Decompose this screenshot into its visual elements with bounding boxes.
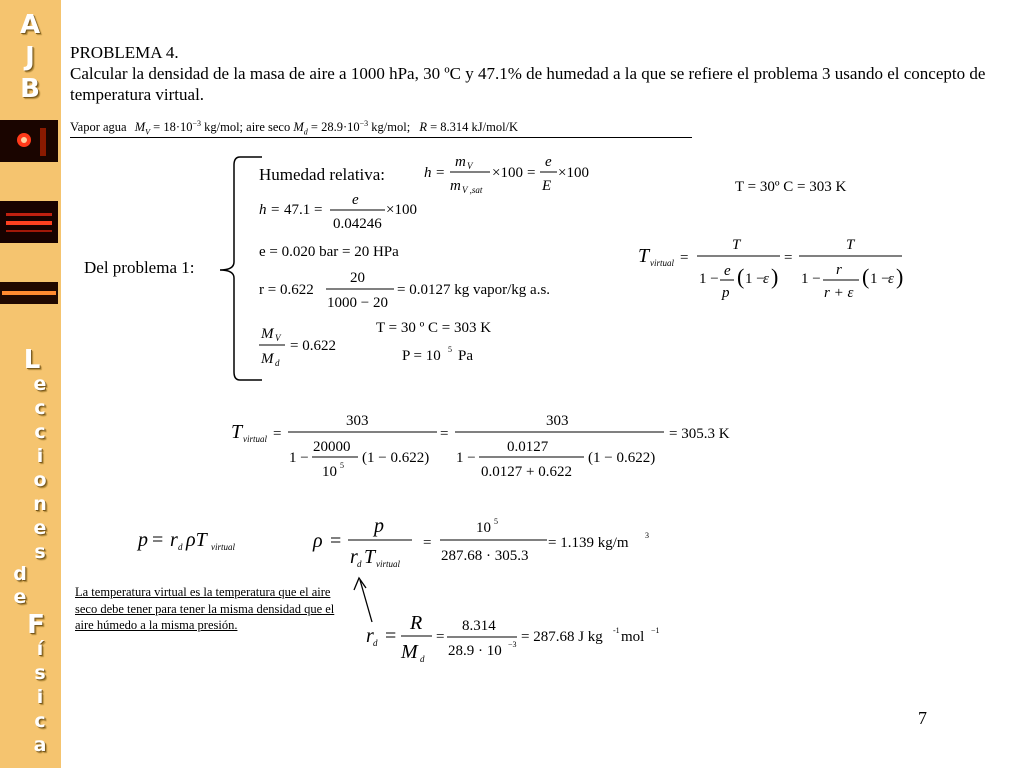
tvirtual-formula xyxy=(638,237,903,301)
svg-text:M: M xyxy=(401,641,418,663)
svg-text:virtual: virtual xyxy=(211,542,235,552)
gas-constant-eq xyxy=(366,612,660,664)
svg-text:d: d xyxy=(357,559,362,569)
svg-text:=: = xyxy=(385,625,397,647)
r-value: 8.314 kJ/mol/K xyxy=(440,120,519,135)
svg-text:8.314: 8.314 xyxy=(462,618,496,634)
svg-text:0.04246: 0.04246 xyxy=(333,216,382,232)
svg-text:=: = xyxy=(423,535,432,551)
problem-statement: Calcular la densidad de la masa de aire a 1000 hPa, 30 ºC y 47.1% de humedad a la que se refiere el problema 3 usando el concepto de temperatura virtual. xyxy=(70,64,986,104)
svg-text:= 1.139 kg/m: = 1.139 kg/m xyxy=(548,535,629,551)
svg-text:d: d xyxy=(178,542,183,552)
svg-text:0.0127 + 0.622: 0.0127 + 0.622 xyxy=(481,464,572,480)
vapor-pressure-eq: e = 0.020 bar = 20 HPa xyxy=(259,244,399,260)
svg-text:V ,sat: V ,sat xyxy=(462,185,483,195)
svg-text:mol: mol xyxy=(621,629,645,645)
sidebar-letter: e xyxy=(13,586,27,608)
svg-text:): ) xyxy=(771,264,779,289)
humidity-definition xyxy=(424,154,589,195)
svg-text:M: M xyxy=(261,351,274,367)
brace xyxy=(220,157,262,380)
svg-text:m: m xyxy=(450,178,461,194)
svg-text:1 −: 1 − xyxy=(699,271,719,287)
svg-text:3: 3 xyxy=(645,531,649,540)
svg-text:5: 5 xyxy=(494,517,498,526)
svg-text:=: = xyxy=(436,629,445,645)
vapor-units: kg/mol; aire seco xyxy=(204,120,291,135)
sidebar-letter: e xyxy=(33,517,47,539)
svg-text:=: = xyxy=(273,426,282,442)
svg-text:=: = xyxy=(680,250,689,266)
svg-text:E: E xyxy=(542,178,552,194)
svg-text:r: r xyxy=(366,625,374,647)
sidebar-letter: J xyxy=(25,42,35,72)
svg-text:r: r xyxy=(836,262,842,278)
svg-text:T: T xyxy=(846,237,855,253)
sidebar-letter: c xyxy=(34,710,46,732)
svg-text:e: e xyxy=(352,192,359,208)
dry-units: kg/mol; xyxy=(371,120,411,135)
svg-text:=: = xyxy=(527,165,536,181)
temperature-right: T = 30º C = 303 K xyxy=(735,179,847,195)
svg-text:-1: -1 xyxy=(613,626,620,635)
svg-text:M: M xyxy=(261,326,274,342)
svg-text:1 −: 1 − xyxy=(289,450,309,466)
svg-text:1000 − 20: 1000 − 20 xyxy=(327,295,388,311)
vapor-mv-exp: −3 xyxy=(192,119,202,128)
svg-text:20: 20 xyxy=(350,270,365,286)
svg-text:303: 303 xyxy=(546,413,569,429)
svg-text:5: 5 xyxy=(340,461,344,470)
svg-text:=: = xyxy=(436,165,445,181)
svg-text:m: m xyxy=(455,154,466,170)
svg-text:1 −: 1 − xyxy=(745,271,765,287)
density-eq xyxy=(312,515,649,569)
svg-text:20000: 20000 xyxy=(313,439,351,455)
svg-text:ε: ε xyxy=(763,271,769,287)
svg-text:×100: ×100 xyxy=(558,165,589,181)
vapor-mv-value: 18·10 xyxy=(163,120,193,135)
svg-text:T: T xyxy=(364,546,376,568)
sidebar-letter: i xyxy=(36,686,44,708)
svg-text:(1 − 0.622): (1 − 0.622) xyxy=(588,450,656,466)
sidebar-letter: i xyxy=(36,445,44,467)
arrow-icon xyxy=(354,578,372,622)
dry-md-value: 28.9·10 xyxy=(321,120,360,135)
svg-text:h: h xyxy=(259,202,267,218)
svg-text:×100: ×100 xyxy=(386,202,417,218)
svg-text:r = 0.622: r = 0.622 xyxy=(259,282,314,298)
dry-md-exp: −3 xyxy=(359,119,369,128)
svg-text:r + ε: r + ε xyxy=(824,285,854,301)
svg-text:T: T xyxy=(638,245,650,267)
tvirtual-numeric xyxy=(231,413,730,480)
svg-text:−1: −1 xyxy=(651,626,660,635)
virtual-temperature-caption: La temperatura virtual es la temperatura que el aire seco debe tener para tener la misma densidad que el aire húmedo a la misma presión. xyxy=(75,585,335,632)
svg-text:303: 303 xyxy=(346,413,369,429)
svg-text:R: R xyxy=(410,612,423,634)
svg-text:ε: ε xyxy=(888,271,894,287)
sidebar-letter: d xyxy=(13,563,27,585)
svg-text:(: ( xyxy=(737,264,745,289)
svg-text:h: h xyxy=(424,165,432,181)
sidebar-letter: F xyxy=(27,610,45,640)
del-problema-label: Del problema 1: xyxy=(84,258,195,277)
pressure-eq xyxy=(402,345,473,364)
svg-text:r: r xyxy=(350,546,358,568)
svg-text:−3: −3 xyxy=(508,640,517,649)
sidebar-letter: a xyxy=(33,734,47,756)
svg-text:= 305.3 K: = 305.3 K xyxy=(669,426,730,442)
svg-text:T: T xyxy=(732,237,741,253)
humedad-relativa-label: Humedad relativa: xyxy=(259,165,386,184)
svg-text:p: p xyxy=(722,285,730,301)
humidity-value xyxy=(259,192,417,232)
svg-text:virtual: virtual xyxy=(650,258,674,268)
svg-text:e: e xyxy=(724,263,731,279)
molar-ratio-eq xyxy=(259,326,336,368)
svg-text:): ) xyxy=(896,264,904,289)
svg-text:=: = xyxy=(314,202,323,218)
svg-text:V: V xyxy=(467,161,473,171)
svg-text:e: e xyxy=(545,154,552,170)
svg-text:ρT: ρT xyxy=(186,529,207,551)
svg-text:=: = xyxy=(440,426,449,442)
svg-text:r: r xyxy=(170,529,178,551)
sidebar-letter: í xyxy=(36,638,44,660)
temperature-eq: T = 30 º C = 303 K xyxy=(376,320,492,336)
svg-text:d: d xyxy=(420,654,425,664)
svg-text:= 287.68 J kg: = 287.68 J kg xyxy=(521,629,603,645)
svg-text:(1 − 0.622): (1 − 0.622) xyxy=(362,450,430,466)
given-constants: Vapor agua $M_V = 18\cdot 10^{-3}$ kg/mol; aire seco $M_d = 28.9\cdot 10^{-3}$ kg/mol; R = 8.314 kJ/mol/K xyxy=(70,119,519,137)
svg-text:(: ( xyxy=(862,264,870,289)
sidebar-letter: s xyxy=(34,662,46,684)
svg-text:= 0.622: = 0.622 xyxy=(290,338,336,354)
svg-text:=: = xyxy=(152,529,164,551)
svg-text:1 −: 1 − xyxy=(456,450,476,466)
sidebar-letter: o xyxy=(33,469,47,491)
vapor-label: Vapor agua xyxy=(70,120,127,135)
svg-text:= 0.0127 kg vapor/kg a.s.: = 0.0127 kg vapor/kg a.s. xyxy=(397,282,551,298)
sidebar-letter: B xyxy=(20,74,40,104)
svg-text:1 −: 1 − xyxy=(801,271,821,287)
svg-text:5: 5 xyxy=(448,345,452,354)
page-number: 7 xyxy=(918,708,927,728)
svg-text:P = 10: P = 10 xyxy=(402,348,441,364)
sidebar-letter: A xyxy=(19,10,41,40)
svg-text:1 −: 1 − xyxy=(870,271,890,287)
svg-text:d: d xyxy=(275,358,280,368)
sidebar-letter: n xyxy=(33,493,47,515)
svg-text:p: p xyxy=(138,529,148,551)
svg-text:d: d xyxy=(373,638,378,648)
problem-title: PROBLEMA 4. xyxy=(70,43,179,62)
svg-text:virtual: virtual xyxy=(243,434,267,444)
sidebar-letter: c xyxy=(34,421,46,443)
svg-text:287.68 · 305.3: 287.68 · 305.3 xyxy=(441,548,529,564)
sidebar-letter: c xyxy=(34,397,46,419)
svg-text:ρ: ρ xyxy=(313,530,323,552)
svg-text:Pa: Pa xyxy=(458,348,473,364)
sidebar-letter: L xyxy=(23,345,41,375)
svg-text:T: T xyxy=(231,421,243,443)
svg-text:47.1: 47.1 xyxy=(284,202,311,218)
sidebar-letter: e xyxy=(33,373,47,395)
mixing-ratio-eq xyxy=(259,270,550,311)
svg-text:×100: ×100 xyxy=(492,165,523,181)
svg-text:0.0127: 0.0127 xyxy=(507,439,549,455)
svg-text:V: V xyxy=(275,333,281,343)
svg-text:10: 10 xyxy=(322,464,337,480)
svg-text:p: p xyxy=(374,515,384,537)
gas-law-eq xyxy=(136,529,235,552)
sidebar-letter: s xyxy=(34,541,46,563)
svg-text:=: = xyxy=(330,530,342,552)
svg-text:28.9 · 10: 28.9 · 10 xyxy=(448,643,502,659)
svg-text:virtual: virtual xyxy=(376,559,400,569)
svg-text:10: 10 xyxy=(476,520,491,536)
svg-text:=: = xyxy=(271,202,280,218)
svg-text:=: = xyxy=(784,250,793,266)
